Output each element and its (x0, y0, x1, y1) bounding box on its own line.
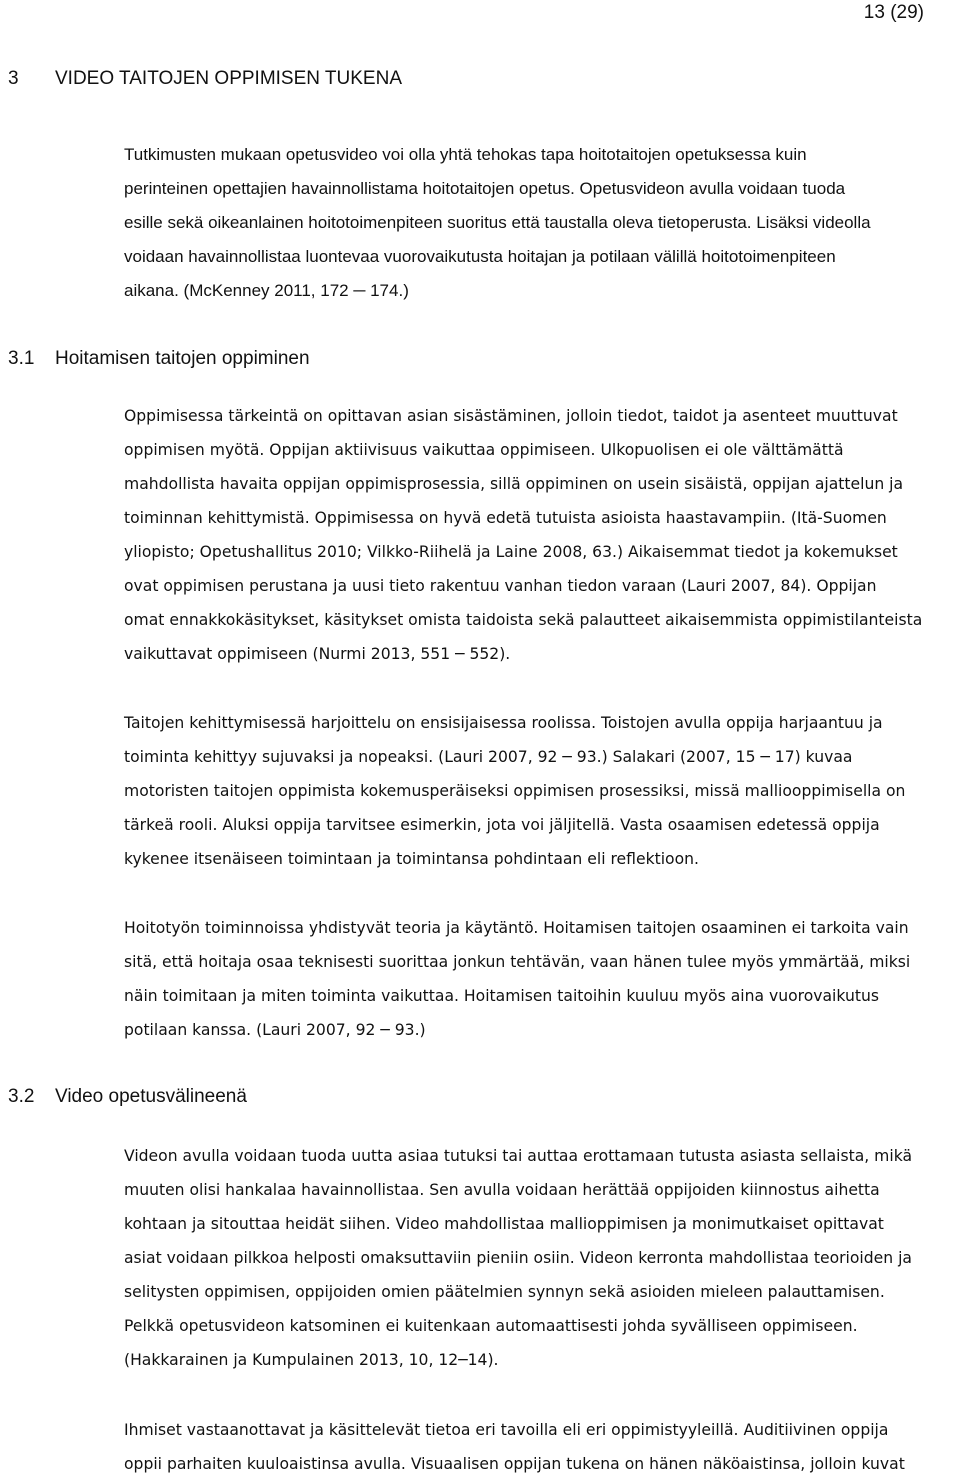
section-title: Hoitamisen taitojen oppiminen (55, 348, 310, 369)
text-line: Oppimisessa tärkeintä on opittavan asian sisästäminen, jolloin tiedot, taidot ja asenteet muuttuvat (124, 407, 898, 425)
section-heading-3-2 (8, 1086, 247, 1108)
text-line: (Hakkarainen ja Kumpulainen 2013, 10, 12─14). (124, 1351, 499, 1369)
text-line: näin toimitaan ja miten toiminta vaikuttaa. Hoitamisen taitoihin kuuluu myös aina vuorovaikutus (124, 987, 879, 1005)
text-line: oppii parhaiten kuuloaistinsa avulla. Visuaalisen oppijan tukena on hänen näköaistinsa, jolloin kuvat (124, 1455, 905, 1473)
text-line: vaikuttavat oppimiseen (Nurmi 2013, 551 ─ 552). (124, 645, 511, 663)
section-title: VIDEO TAITOJEN OPPIMISEN TUKENA (55, 68, 403, 89)
text-line: mahdollista havaita oppijan oppimisprosessia, sillä oppiminen on usein sisäistä, oppijan ajattelun ja (124, 475, 904, 493)
text-line: muuten olisi hankalaa havainnollistaa. Sen avulla voidaan herättää oppijoiden kiinnostus aihetta (124, 1181, 880, 1199)
text-line: oppimisen myötä. Oppijan aktiivisuus vaikuttaa oppimiseen. Ulkopuolisen ei ole välttämättä (124, 441, 844, 459)
text-line: motoristen taitojen oppimista kokemusperäiseksi oppimisen prosessiksi, missä malliooppimisella on (124, 782, 906, 800)
text-line: ovat oppimisen perustana ja uusi tieto rakentuu vanhan tiedon varaan (Lauri 2007, 84). Oppijan (124, 577, 877, 595)
text-line: kykenee itsenäiseen toimintaan ja toimintansa pohdintaan eli reflektioon. (124, 850, 699, 868)
section-number: 3 (8, 68, 19, 89)
text-line: asiat voidaan pilkkoa helposti omaksuttaviin pieniin osiin. Videon kerronta mahdollistaa teorioiden ja (124, 1249, 912, 1267)
text-line: Hoitotyön toiminnoissa yhdistyvät teoria ja käytäntö. Hoitamisen taitojen osaaminen ei tarkoita vain (124, 919, 909, 937)
text-line: sitä, että hoitaja osaa teknisesti suorittaa jonkun tehtävän, vaan hänen tulee myös ymmärtää, miksi (124, 953, 911, 971)
text-line: Ihmiset vastaanottavat ja käsittelevät tietoa eri tavoilla eli eri oppimistyyleillä. Auditiivinen oppija (124, 1421, 889, 1439)
text-line: aikana. (McKenney 2011, 172 ─ 174.) (124, 281, 409, 300)
text-line: toiminta kehittyy sujuvaksi ja nopeaksi. (Lauri 2007, 92 ─ 93.) Salakari (2007, 15 ─ 17) kuvaa (124, 748, 853, 766)
text-line: Pelkkä opetusvideon katsominen ei kuitenkaan automaattisesti johda syvälliseen oppimiseen. (124, 1317, 858, 1335)
text-line: Taitojen kehittymisessä harjoittelu on ensisijaisessa roolissa. Toistojen avulla oppija harjaantuu ja (124, 714, 883, 732)
text-line: Tutkimusten mukaan opetusvideo voi olla yhtä tehokas tapa hoitotaitojen opetuksessa kuin (124, 145, 807, 164)
text-line: voidaan havainnollistaa luontevaa vuorovaikutusta hoitajan ja potilaan välillä hoitotoimenpiteen (124, 247, 836, 266)
section-title: Video opetusvälineenä (55, 1086, 247, 1107)
text-line: omat ennakkokäsitykset, käsitykset omista taidoista sekä palautteet aikaisemmista oppimistilanteista (124, 611, 923, 629)
text-line: selitysten oppimisen, oppijoiden omien päätelmien synnyn sekä asioiden mieleen palauttamisen. (124, 1283, 885, 1301)
paragraph-skill-practice (124, 706, 960, 876)
paragraph-learning-styles (124, 1413, 960, 1481)
section-heading-3 (8, 68, 402, 90)
text-line: esille sekä oikeanlainen hoitotoimenpiteen suoritus että taustalla oleva tietoperusta. Lisäksi videolla (124, 213, 871, 232)
text-line: toiminnan kehittymistä. Oppimisessa on hyvä edetä tutuista asioista haastavampiin. (Itä-Suomen (124, 509, 887, 527)
section-heading-3-1 (8, 348, 310, 370)
text-line: kohtaan ja sitouttaa heidät siihen. Video mahdollistaa mallioppimisen ja monimutkaiset opittavat (124, 1215, 884, 1233)
text-line: perinteinen opettajien havainnollistama hoitotaitojen opetus. Opetusvideon avulla voidaan tuoda (124, 179, 846, 198)
section-number: 3.2 (8, 1086, 35, 1107)
text-line: Videon avulla voidaan tuoda uutta asiaa tutuksi tai auttaa erottamaan tutusta asiasta sellaista, mikä (124, 1147, 913, 1165)
paragraph-video-tool (124, 1139, 960, 1377)
text-line: potilaan kanssa. (Lauri 2007, 92 ─ 93.) (124, 1021, 426, 1039)
paragraph-intro (124, 138, 960, 308)
page-number: 13 (29) (863, 2, 924, 23)
paragraph-learning (124, 399, 960, 671)
text-line: yliopisto; Opetushallitus 2010; Vilkko-Riihelä ja Laine 2008, 63.) Aikaisemmat tiedot ja kokemukset (124, 543, 898, 561)
section-number: 3.1 (8, 348, 35, 369)
paragraph-theory-practice (124, 911, 960, 1047)
text-line: tärkeä rooli. Aluksi oppija tarvitsee esimerkin, jota voi jäljitellä. Vasta osaamisen edetessä oppija (124, 816, 880, 834)
